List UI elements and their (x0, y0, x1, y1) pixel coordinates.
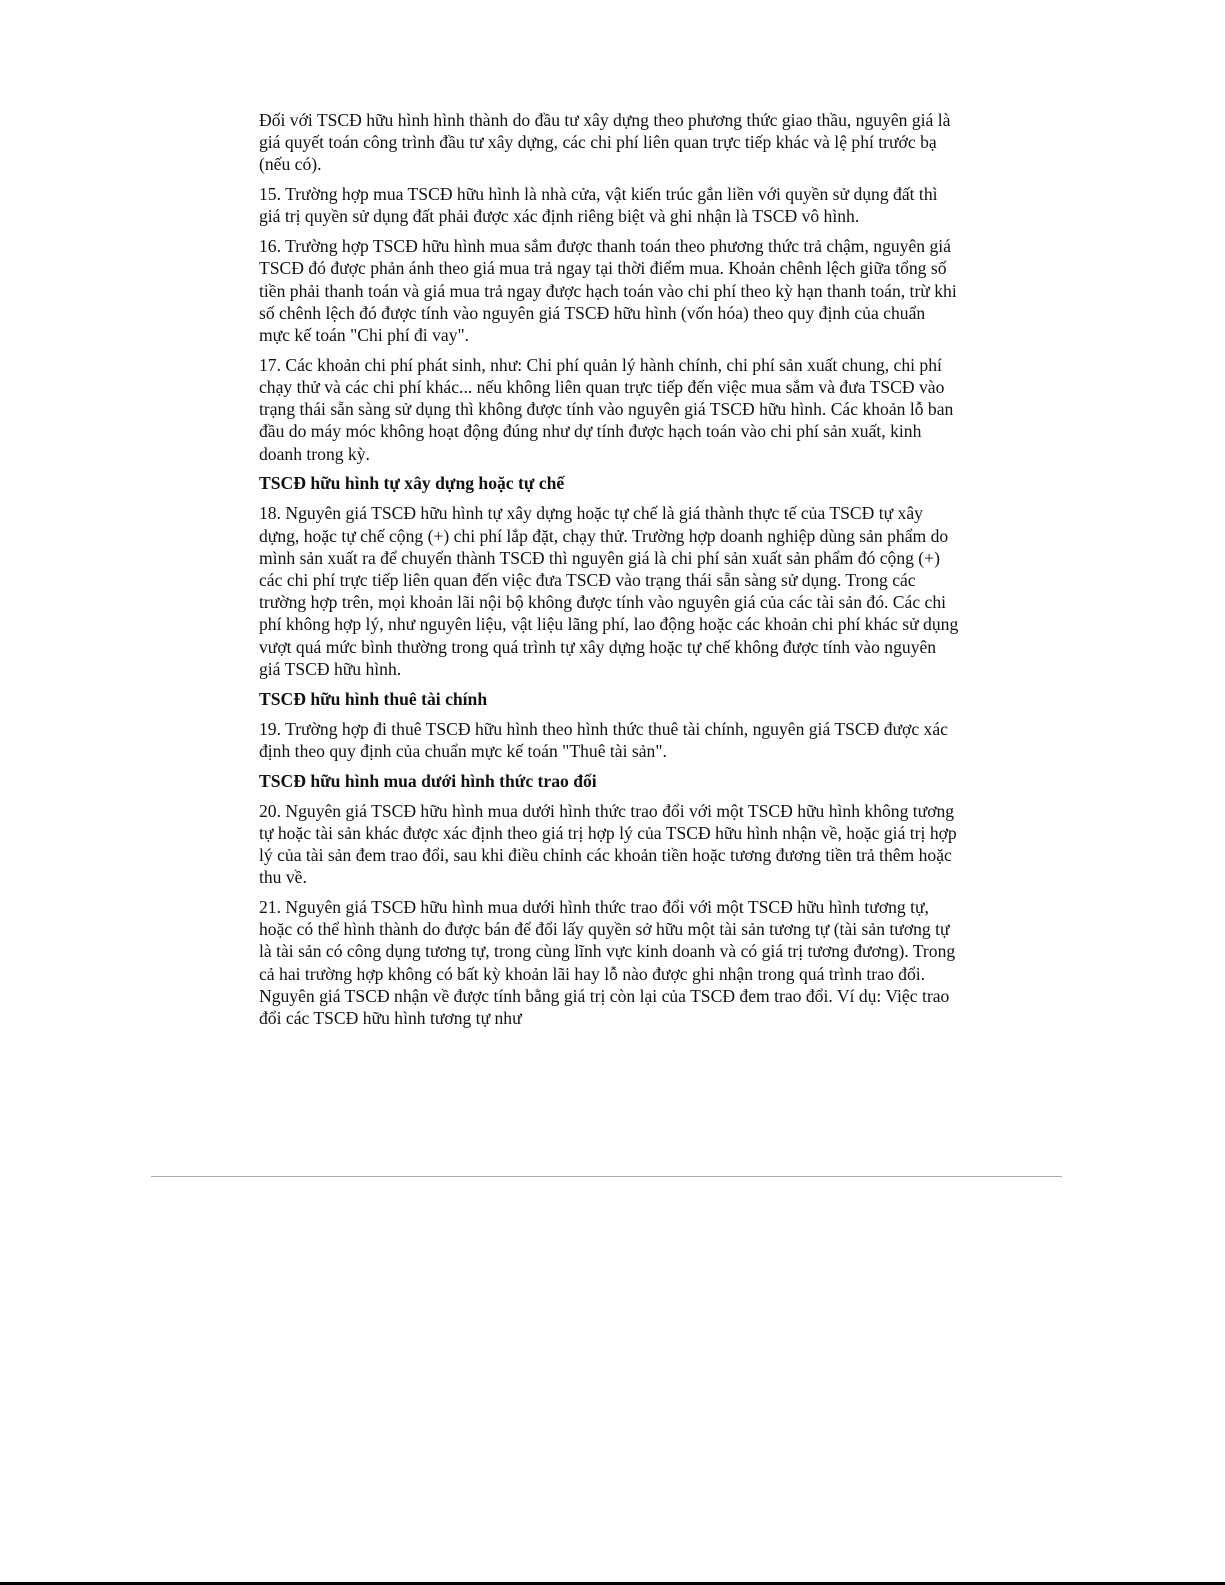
heading-finance-lease: TSCĐ hữu hình thuê tài chính (259, 688, 488, 709)
page-divider (151, 1176, 1062, 1177)
document-page-content (259, 109, 959, 1037)
heading-self-constructed: TSCĐ hữu hình tự xây dựng hoặc tự chế (259, 473, 565, 494)
paragraph-20: 20. Nguyên giá TSCĐ hữu hình mua dưới hình thức trao đổi với một TSCĐ hữu hình không tương tự hoặc tài sản khác được xác định theo giá trị hợp lý của TSCĐ hữu hình nhận về, hoặc giá trị hợp lý của tài sản đem trao đổi, sau khi điều chỉnh các khoản tiền hoặc tương đương tiền trả thêm hoặc thu về. (259, 800, 957, 888)
paragraph-16: 16. Trường hợp TSCĐ hữu hình mua sắm được thanh toán theo phương thức trả chậm, nguyên giá TSCĐ đó được phản ánh theo giá mua trả ngay tại thời điểm mua. Khoản chênh lệch giữa tổng số tiền phải thanh toán và giá mua trả ngay được hạch toán vào chi phí theo kỳ hạn thanh toán, trừ khi số chênh lệch đó được tính vào nguyên giá TSCĐ hữu hình (vốn hóa) theo quy định của chuẩn mực kế toán "Chi phí đi vay". (259, 236, 957, 346)
paragraph-18: 18. Nguyên giá TSCĐ hữu hình tự xây dựng hoặc tự chế là giá thành thực tế của TSCĐ tự xây dựng, hoặc tự chế cộng (+) chi phí lắp đặt, chạy thử. Trường hợp doanh nghiệp dùng sản phẩm do mình sản xuất ra để chuyển thành TSCĐ thì nguyên giá là chi phí sản xuất sản phẩm đó cộng (+) các chi phí trực tiếp liên quan đến việc đưa TSCĐ vào trạng thái sẵn sàng sử dụng. Trong các trường hợp trên, mọi khoản lãi nội bộ không được tính vào nguyên giá của các tài sản đó. Các chi phí không hợp lý, như nguyên liệu, vật liệu lãng phí, lao động hoặc các khoản chi phí khác sử dụng vượt quá mức bình thường trong quá trình tự xây dựng hoặc tự chế không được tính vào nguyên giá TSCĐ hữu hình. (259, 503, 959, 679)
paragraph-19: 19. Trường hợp đi thuê TSCĐ hữu hình theo hình thức thuê tài chính, nguyên giá TSCĐ được xác định theo quy định của chuẩn mực kế toán "Thuê tài sản". (259, 718, 948, 761)
paragraph-15: 15. Trường hợp mua TSCĐ hữu hình là nhà cửa, vật kiến trúc gắn liền với quyền sử dụng đất thì giá trị quyền sử dụng đất phải được xác định riêng biệt và ghi nhận là TSCĐ vô hình. (259, 184, 938, 227)
heading-exchange: TSCĐ hữu hình mua dưới hình thức trao đổi (259, 770, 597, 791)
paragraph-21: 21. Nguyên giá TSCĐ hữu hình mua dưới hình thức trao đổi với một TSCĐ hữu hình tương tự, hoặc có thể hình thành do được bán để đổi lấy quyền sở hữu một tài sản tương tự (tài sản tương tự là tài sản có công dụng tương tự, trong cùng lĩnh vực kinh doanh và có giá trị tương đương). Trong cả hai trường hợp không có bất kỳ khoản lãi hay lỗ nào được ghi nhận trong quá trình trao đổi. Nguyên giá TSCĐ nhận về được tính bằng giá trị còn lại của TSCĐ đem trao đổi. Ví dụ: Việc trao đổi các TSCĐ hữu hình tương tự như (259, 897, 956, 1029)
paragraph-construction-bidding: Đối với TSCĐ hữu hình hình thành do đầu tư xây dựng theo phương thức giao thầu, nguyên giá là giá quyết toán công trình đầu tư xây dựng, các chi phí liên quan trực tiếp khác và lệ phí trước bạ (nếu có). (259, 110, 951, 175)
paragraph-17: 17. Các khoản chi phí phát sinh, như: Chi phí quản lý hành chính, chi phí sản xuất chung, chi phí chạy thử và các chi phí khác... nếu không liên quan trực tiếp đến việc mua sắm và đưa TSCĐ vào trạng thái sẵn sàng sử dụng thì không được tính vào nguyên giá TSCĐ hữu hình. Các khoản lỗ ban đầu do máy móc không hoạt động đúng như dự tính được hạch toán vào chi phí sản xuất, kinh doanh trong kỳ. (259, 354, 954, 464)
